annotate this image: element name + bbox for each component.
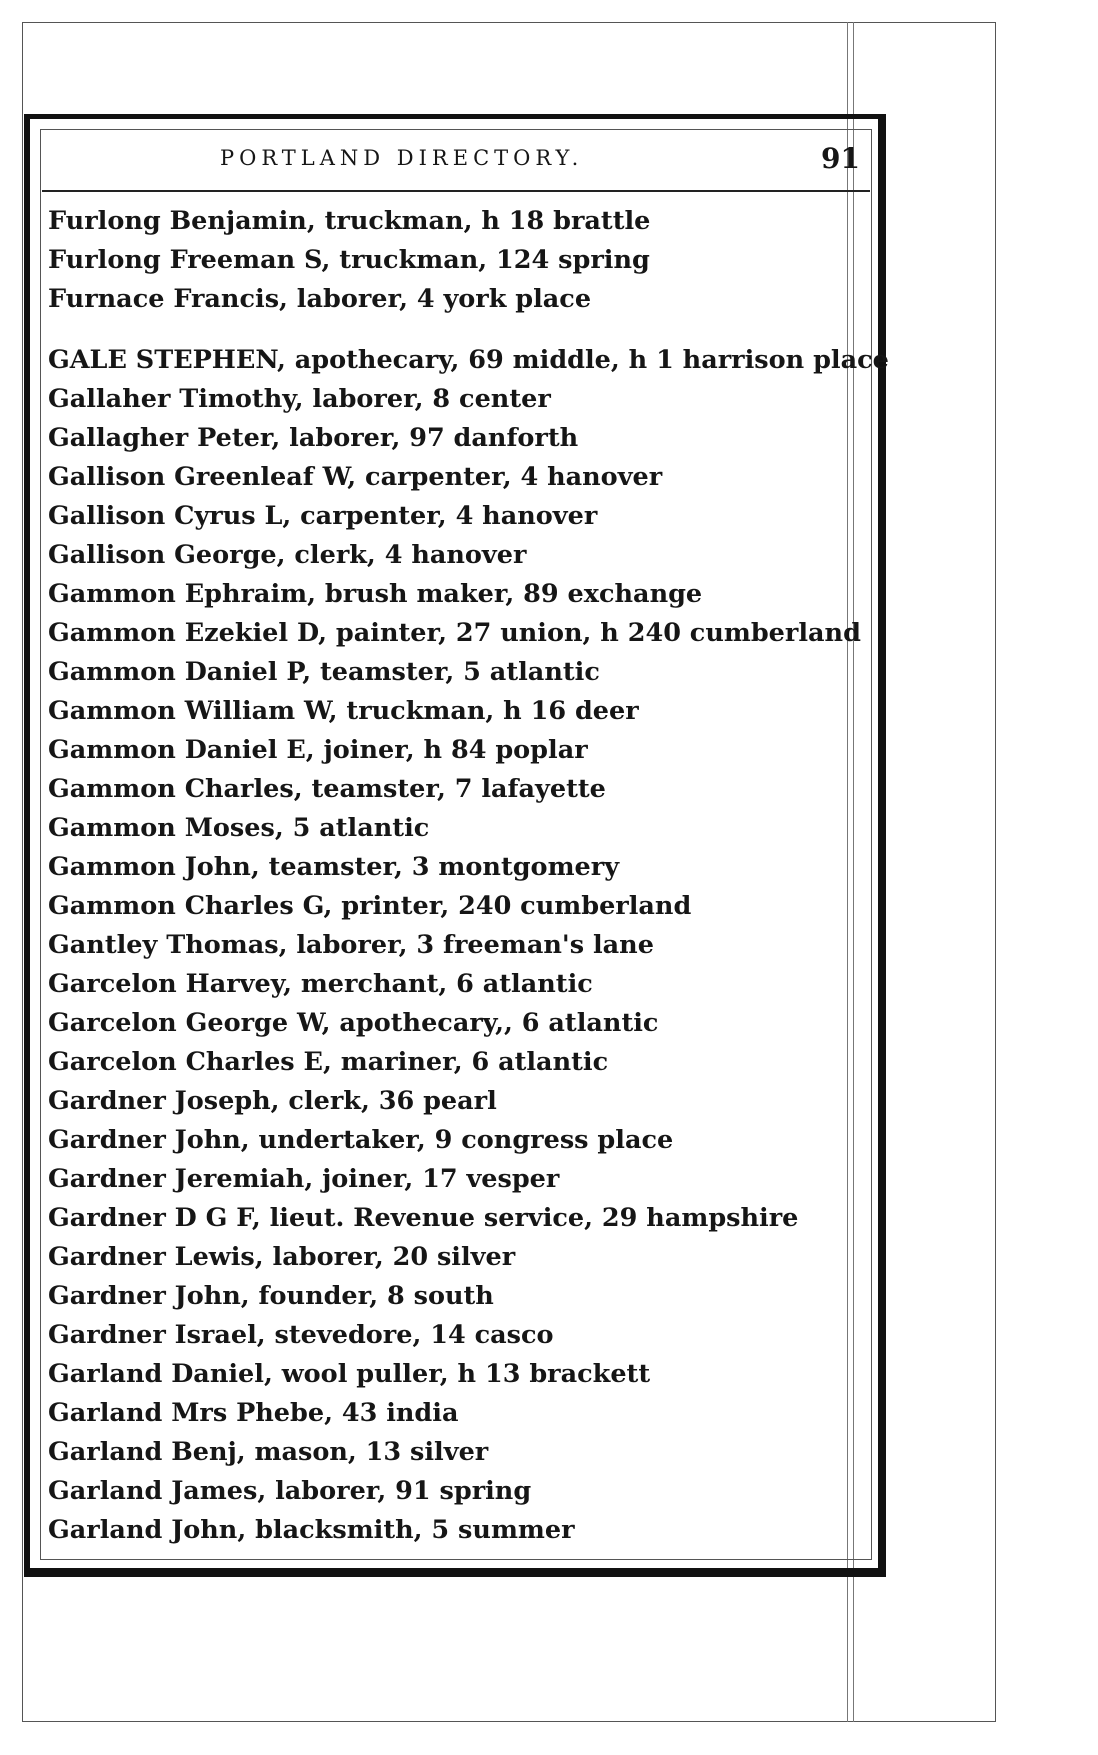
directory-entry: Garland Daniel, wool puller, h 13 brackett [48, 1359, 651, 1389]
directory-entry: Gardner Jeremiah, joiner, 17 vesper [48, 1164, 560, 1194]
directory-entry: GALE STEPHEN, apothecary, 69 middle, h 1 harrison place [48, 345, 889, 375]
directory-entry: Gammon Charles G, printer, 240 cumberland [48, 891, 692, 921]
directory-entry: Gantley Thomas, laborer, 3 freeman's lane [48, 930, 654, 960]
directory-entry: Gardner Joseph, clerk, 36 pearl [48, 1086, 497, 1116]
directory-entry: Gammon Ezekiel D, painter, 27 union, h 240 cumberland [48, 618, 861, 648]
directory-entry: Gammon Charles, teamster, 7 lafayette [48, 774, 606, 804]
directory-entry: Garland Mrs Phebe, 43 india [48, 1398, 459, 1428]
directory-entry: Gardner D G F, lieut. Revenue service, 29 hampshire [48, 1203, 799, 1233]
running-title: PORTLAND DIRECTORY. [220, 146, 584, 170]
directory-entry: Garland John, blacksmith, 5 summer [48, 1515, 575, 1545]
directory-entry: Garcelon Harvey, merchant, 6 atlantic [48, 969, 593, 999]
directory-entry: Gardner Lewis, laborer, 20 silver [48, 1242, 516, 1272]
directory-entry: Gallison Greenleaf W, carpenter, 4 hanover [48, 462, 663, 492]
directory-entry: Gammon William W, truckman, h 16 deer [48, 696, 639, 726]
directory-entries [48, 202, 888, 1550]
directory-entry: Garland Benj, mason, 13 silver [48, 1437, 489, 1467]
page-number: 91 [821, 142, 860, 175]
directory-entry: Gardner John, undertaker, 9 congress place [48, 1125, 674, 1155]
directory-entry: Furlong Benjamin, truckman, h 18 brattle [48, 206, 651, 236]
directory-entry: Garland James, laborer, 91 spring [48, 1476, 532, 1506]
head-rule [42, 190, 870, 192]
directory-entry: Garcelon Charles E, mariner, 6 atlantic [48, 1047, 609, 1077]
directory-entry: Gallison George, clerk, 4 hanover [48, 540, 527, 570]
directory-entry: Furnace Francis, laborer, 4 york place [48, 284, 592, 314]
directory-entry: Gammon Moses, 5 atlantic [48, 813, 430, 843]
directory-entry: Gammon Ephraim, brush maker, 89 exchange [48, 579, 703, 609]
directory-entry: Gallison Cyrus L, carpenter, 4 hanover [48, 501, 598, 531]
directory-entry: Gardner John, founder, 8 south [48, 1281, 494, 1311]
directory-entry: Gallagher Peter, laborer, 97 danforth [48, 423, 579, 453]
directory-entry: Gallaher Timothy, laborer, 8 center [48, 384, 551, 414]
directory-entry: Furlong Freeman S, truckman, 124 spring [48, 245, 650, 275]
directory-entry: Gammon Daniel E, joiner, h 84 poplar [48, 735, 588, 765]
running-head [30, 142, 870, 186]
directory-entry: Gammon John, teamster, 3 montgomery [48, 852, 620, 882]
directory-entry: Garcelon George W, apothecary,, 6 atlantic [48, 1008, 659, 1038]
directory-entry: Gardner Israel, stevedore, 14 casco [48, 1320, 554, 1350]
directory-entry: Gammon Daniel P, teamster, 5 atlantic [48, 657, 600, 687]
